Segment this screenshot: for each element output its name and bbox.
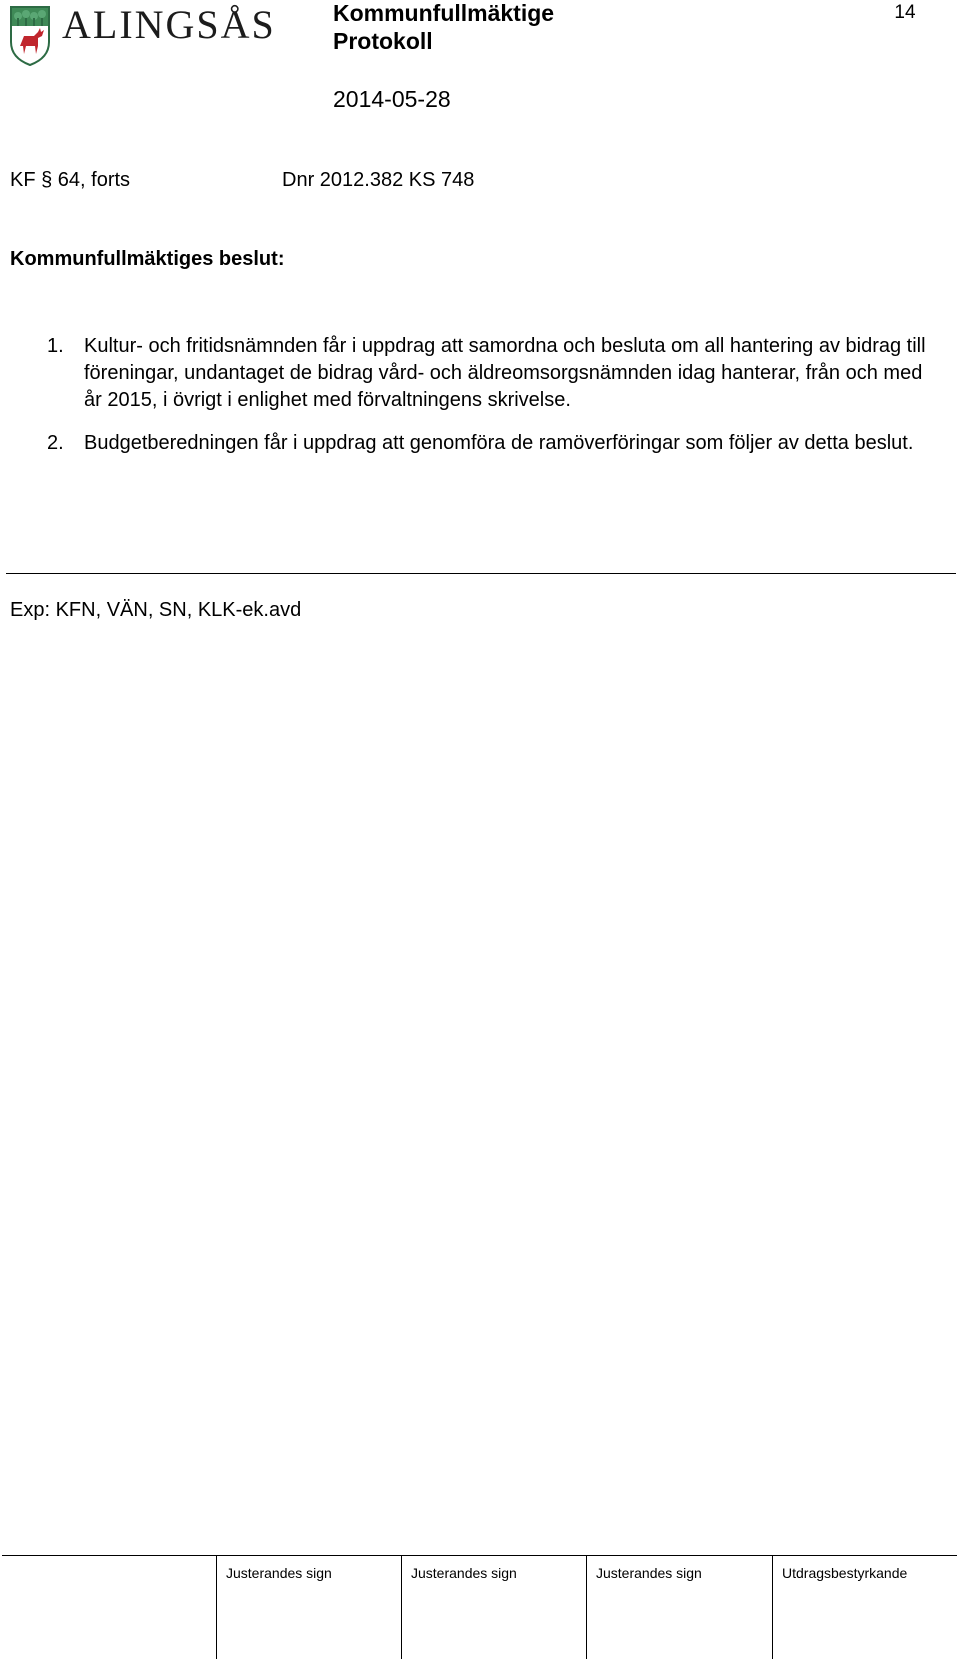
section-reference: KF § 64, forts — [10, 169, 131, 191]
section-divider — [6, 573, 956, 574]
alingsas-coat-of-arms-icon — [10, 6, 50, 66]
decision-item-text: Kultur- och fritidsnämnden får i uppdrag att samordna och besluta om all hantering av bidrag till föreningar, undantaget de bidrag vård- och äldreomsorgsnämnden idag hanterar, från och med år 2015, i övrigt i enlighet med förvaltningens skrivelse. — [84, 335, 926, 411]
page-number: 14 — [894, 2, 916, 23]
document-title: Kommunfullmäktige — [333, 0, 555, 26]
signature-label: Justerandes sign — [596, 1565, 702, 1581]
decision-item — [10, 430, 945, 457]
document-subtitle: Protokoll — [333, 28, 433, 54]
distribution-list: Exp: KFN, VÄN, SN, KLK-ek.avd — [10, 599, 302, 621]
certification-label: Utdragsbestyrkande — [782, 1565, 908, 1581]
document-date: 2014-05-28 — [333, 86, 451, 112]
decision-item-number: 2. — [47, 432, 64, 454]
signature-box-divider — [401, 1556, 402, 1659]
decision-item-text: Budgetberedningen får i uppdrag att genomföra de ramöverföringar som följer av detta beslut. — [84, 432, 914, 454]
footer-rule — [2, 1555, 957, 1556]
signature-label: Justerandes sign — [226, 1565, 332, 1581]
signature-box-divider — [772, 1556, 773, 1659]
signature-box-divider — [586, 1556, 587, 1659]
signature-box-divider — [216, 1556, 217, 1659]
registration-number: Dnr 2012.382 KS 748 — [282, 169, 475, 191]
decision-item — [10, 333, 945, 414]
decision-list — [10, 333, 945, 473]
decision-item-number: 1. — [47, 335, 64, 357]
municipality-name: ALINGSÅS — [62, 2, 276, 47]
decision-heading: Kommunfullmäktiges beslut: — [10, 248, 285, 270]
signature-label: Justerandes sign — [411, 1565, 517, 1581]
